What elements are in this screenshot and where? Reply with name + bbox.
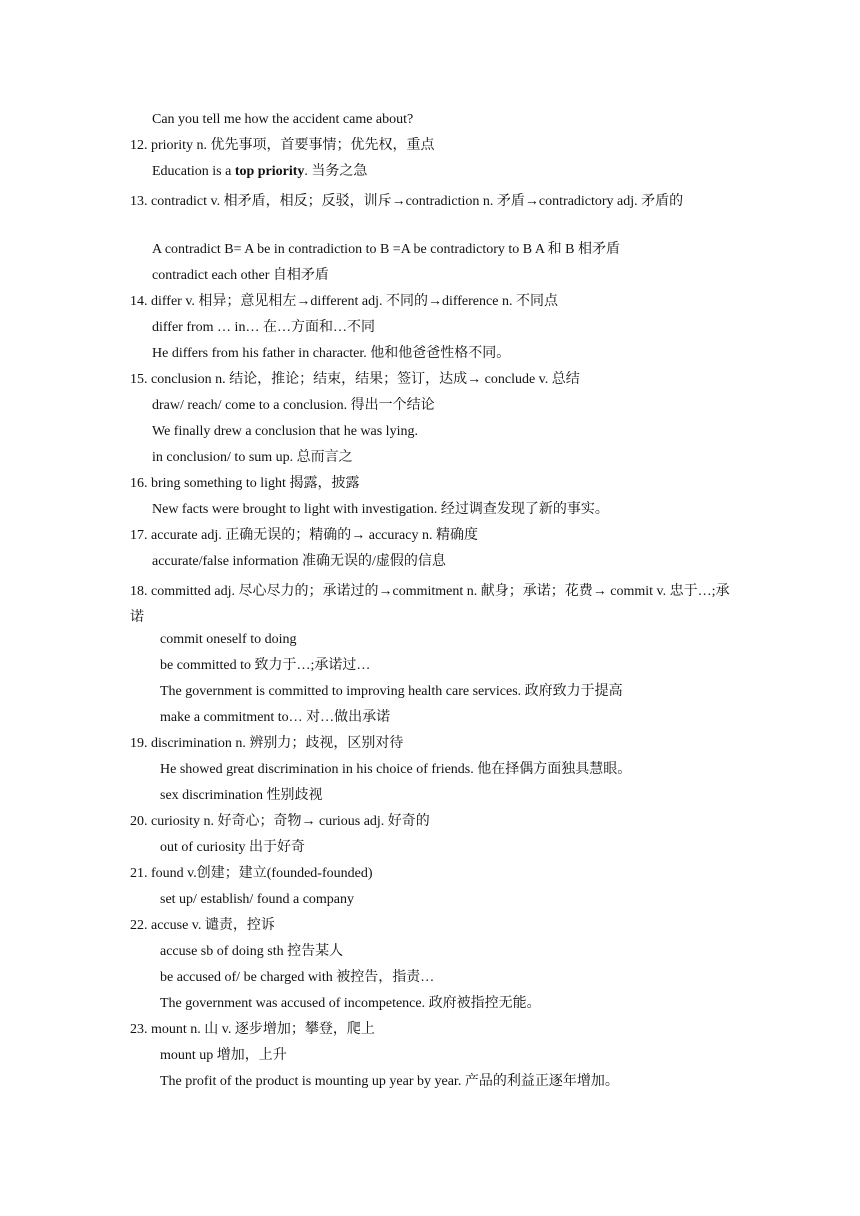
example-sentence: Education is a top priority. 当务之急 <box>152 164 368 179</box>
example-sentence: He differs from his father in character. 他和他爸爸性格不同。 <box>152 346 511 361</box>
phrase-line: set up/ establish/ found a company <box>160 892 355 907</box>
entry-heading: 16. bring something to light 揭露，披露 <box>130 476 360 491</box>
phrase-line: accuse sb of doing sth 控告某人 <box>160 944 344 959</box>
phrase-line: accurate/false information 准确无误的/虚假的信息 <box>152 554 446 569</box>
entry-heading: 12. priority n. 优先事项，首要事情；优先权，重点 <box>130 138 435 153</box>
phrase-line: draw/ reach/ come to a conclusion. 得出一个结论 <box>152 398 435 413</box>
entry-heading: 22. accuse v. 谴责，控诉 <box>130 918 275 933</box>
example-sentence: We finally drew a conclusion that he was lying. <box>152 424 418 439</box>
phrase-line: mount up 增加，上升 <box>160 1048 287 1063</box>
phrase-line: be accused of/ be charged with 被控告，指责… <box>160 970 435 985</box>
example-sentence: The government is committed to improving health care services. 政府致力于提高 <box>160 684 623 699</box>
example-sentence: The profit of the product is mounting up year by year. 产品的利益正逐年增加。 <box>160 1074 619 1089</box>
phrase-line: make a commitment to… 对…做出承诺 <box>160 710 391 725</box>
phrase-line: sex discrimination 性别歧视 <box>160 788 323 803</box>
entry-heading: 20. curiosity n. 好奇心；奇物→ curious adj. 好奇的 <box>130 814 430 829</box>
example-sentence: He showed great discrimination in his choice of friends. 他在择偶方面独具慧眼。 <box>160 762 632 777</box>
phrase-line: out of curiosity 出于好奇 <box>160 840 306 855</box>
phrase-line: differ from … in… 在…方面和…不同 <box>152 320 375 335</box>
example-sentence: Can you tell me how the accident came about? <box>152 112 414 127</box>
entry-heading: 17. accurate adj. 正确无误的；精确的→ accuracy n. 精确度 <box>130 528 478 543</box>
entry-heading: 21. found v.创建；建立(founded-founded) <box>130 866 373 881</box>
bold-phrase: top priority <box>234 164 305 179</box>
entry-heading: 13. contradict v. 相矛盾，相反；反驳，训斥→contradiction n. 矛盾→contradictory adj. 矛盾的 <box>130 194 684 209</box>
example-sentence: The government was accused of incompetence. 政府被指控无能。 <box>160 996 541 1011</box>
entry-heading: 19. discrimination n. 辨别力；歧视，区别对待 <box>130 736 404 751</box>
example-sentence: New facts were brought to light with investigation. 经过调查发现了新的事实。 <box>152 502 609 517</box>
phrase-line: be committed to 致力于…;承诺过… <box>160 658 371 673</box>
phrase-line: contradict each other 自相矛盾 <box>152 268 329 283</box>
entry-heading: 15. conclusion n. 结论，推论；结束，结果；签订，达成→ conclude v. 总结 <box>130 372 580 387</box>
entry-heading: 23. mount n. 山 v. 逐步增加；攀登，爬上 <box>130 1022 375 1037</box>
phrase-line: commit oneself to doing <box>160 632 297 647</box>
phrase-line: in conclusion/ to sum up. 总而言之 <box>152 450 353 465</box>
entry-heading: 14. differ v. 相异；意见相左→different adj. 不同的→difference n. 不同点 <box>130 294 558 309</box>
phrase-line: A contradict B= A be in contradiction to B =A be contradictory to B A 和 B 相矛盾 <box>152 242 621 257</box>
entry-heading: 18. committed adj. 尽心尽力的；承诺过的→commitment n. 献身；承诺；花费→ commit v. 忠于…;承诺 <box>130 584 730 625</box>
